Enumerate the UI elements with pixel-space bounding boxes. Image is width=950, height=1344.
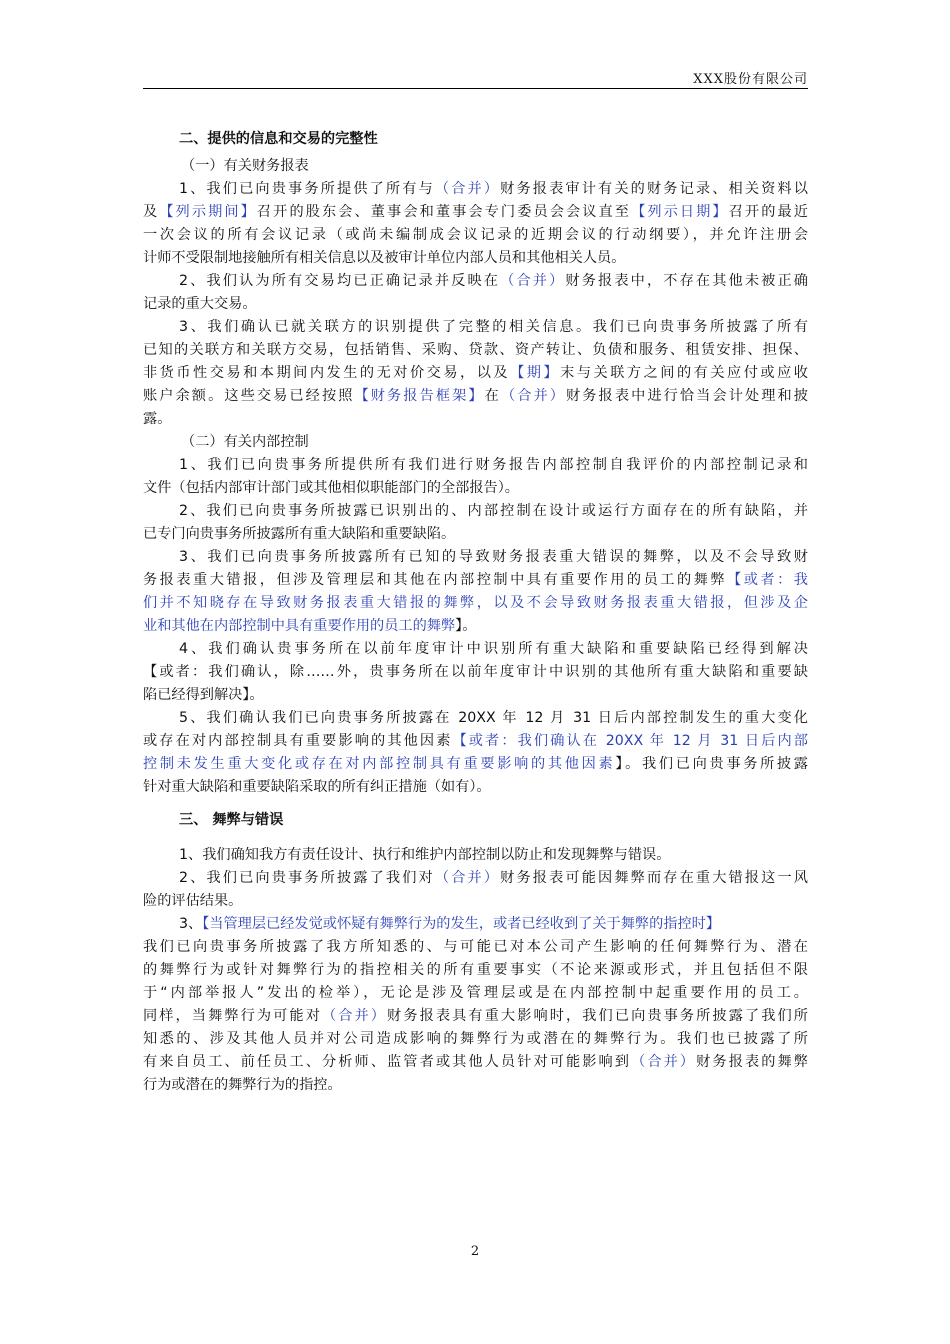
paragraph-line: 2、我们已向贵事务所披露已识别出的、内部控制在设计或运行方面存在的所有缺陷，并 (179, 503, 808, 519)
page-header (143, 66, 808, 89)
paragraph-line: 1、我们已向贵事务所提供所有我们进行财务报告内部控制自我评价的内部控制记录和 (179, 457, 808, 473)
paragraph-line: 5、我们确认我们已向贵事务所披露在 20XX 年 12 月 31 日后内部控制发生的重大变化 (179, 710, 808, 726)
paragraph-line: 我们已向贵事务所披露了我方所知悉的、与可能已对本公司产生影响的任何舞弊行为、潜在 (143, 939, 808, 955)
paragraph-line: 业和其他在内部控制中具有重要作用的员工的舞弊】。 (143, 618, 477, 634)
paragraph-line: 1、我们已向贵事务所提供了所有与（合并）财务报表审计有关的财务记录、相关资料以 (179, 181, 808, 197)
paragraph-line: 陷已经得到解决】。 (143, 687, 264, 703)
paragraph-line: 2、我们已向贵事务所披露了我们对（合并）财务报表可能因舞弊而存在重大错报这一风 (179, 870, 808, 886)
paragraph-line: 行为或潜在的舞弊行为的指控。 (143, 1077, 342, 1093)
paragraph-line: 账户余额。这些交易已经按照【财务报告框架】在（合并）财务报表中进行恰当会计处理和披 (143, 388, 808, 404)
paragraph-line: 3、【当管理层已经发觉或怀疑有舞弊行为的发生，或者已经收到了关于舞弊的指控时】 (179, 916, 721, 932)
paragraph-line: 同样，当舞弊行为可能对（合并）财务报表具有重大影响时，我们已向贵事务所披露了我们所 (143, 1008, 808, 1024)
paragraph-line: 露。 (143, 411, 172, 427)
paragraph-line: 【或者：我们确认，除……外，贵事务所在以前年度审计中识别的其他所有重大缺陷和重要缺 (143, 664, 808, 680)
paragraph-line: 及【列示期间】召开的股东会、董事会和董事会专门委员会会议直至【列示日期】召开的最近 (143, 204, 808, 220)
paragraph-line: 记录的重大交易。 (143, 296, 257, 312)
paragraph-line: 计师不受限制地接触所有相关信息以及被审计单位内部人员和其他相关人员。 (143, 250, 626, 266)
paragraph-line: 的舞弊行为或针对舞弊行为的指控相关的所有重要事实（不论来源或形式，并且包括但不限 (143, 962, 808, 978)
paragraph-line: 或存在对内部控制具有重要影响的其他因素【或者：我们确认在 20XX 年 12 月 31 日后内部 (143, 733, 808, 749)
paragraph-line: 2、我们认为所有交易均已正确记录并反映在（合并）财务报表中，不存在其他未被正确 (179, 273, 808, 289)
paragraph-line: 4、我们确认贵事务所在以前年度审计中识别所有重大缺陷和重要缺陷已经得到解决 (179, 641, 808, 657)
document-body (143, 128, 808, 1097)
paragraph-line: 非货币性交易和本期间内发生的无对价交易，以及【期】末与关联方之间的有关应付或应收 (143, 365, 808, 381)
paragraph-line: 们并不知晓存在导致财务报表重大错报的舞弊，以及不会导致财务报表重大错报，但涉及企 (143, 595, 808, 611)
section-heading: 三、 舞弊与错误 (179, 812, 284, 828)
paragraph-line: 有来自员工、前任员工、分析师、监管者或其他人员针对可能影响到（合并）财务报表的舞弊 (143, 1054, 808, 1070)
paragraph-line: 1、我们确知我方有责任设计、执行和维护内部控制以防止和发现舞弊与错误。 (179, 847, 671, 863)
paragraph-line: 于“内部举报人”发出的检举），无论是涉及管理层或是在内部控制中起重要作用的员工。 (143, 985, 808, 1001)
paragraph-line: 已知的关联方和关联方交易，包括销售、采购、贷款、资产转让、负债和服务、租赁安排、担保、 (143, 342, 808, 358)
paragraph-line: 针对重大缺陷和重要缺陷采取的所有纠正措施（如有）。 (143, 779, 491, 795)
paragraph-line: 3、我们已向贵事务所披露所有已知的导致财务报表重大错误的舞弊，以及不会导致财 (179, 549, 808, 565)
paragraph-line: 文件（包括内部审计部门或其他相似职能部门的全部报告）。 (143, 480, 519, 496)
subsection-heading: （一）有关财务报表 (181, 158, 309, 174)
section-heading: 二、提供的信息和交易的完整性 (179, 131, 378, 147)
subsection-heading: （二）有关内部控制 (181, 434, 309, 450)
paragraph-line: 险的评估结果。 (143, 893, 243, 909)
page-number: 2 (470, 1244, 480, 1259)
paragraph-line: 已专门向贵事务所披露所有重大缺陷和重要缺陷。 (143, 526, 456, 542)
paragraph-line: 一次会议的所有会议记录（或尚未编制成会议记录的近期会议的行动纲要），并允许注册会 (143, 227, 808, 243)
company-name: XXX股份有限公司 (693, 72, 808, 87)
paragraph-line: 务报表重大错报，但涉及管理层和其他在内部控制中具有重要作用的员工的舞弊【或者：我 (143, 572, 808, 588)
paragraph-line: 控制未发生重大变化或存在对内部控制具有重要影响的其他因素】。我们已向贵事务所披露 (143, 756, 808, 772)
paragraph-line: 知悉的、涉及其他人员并对公司造成影响的舞弊行为或潜在的舞弊行为。我们也已披露了所 (143, 1031, 808, 1047)
paragraph-line: 3、我们确认已就关联方的识别提供了完整的相关信息。我们已向贵事务所披露了所有 (179, 319, 808, 335)
